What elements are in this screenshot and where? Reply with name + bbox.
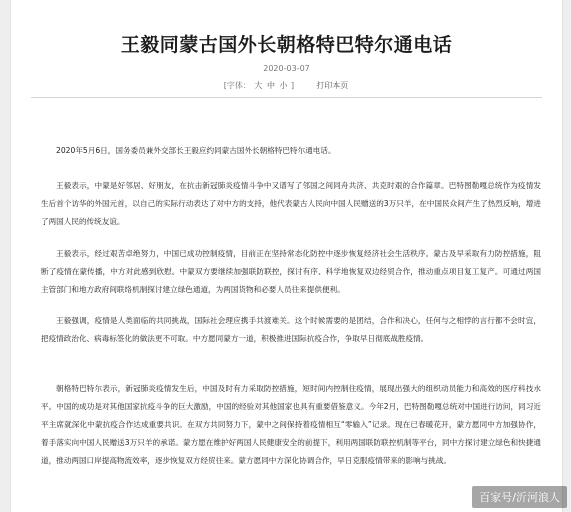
- font-small-link[interactable]: 小: [279, 81, 288, 90]
- article-paragraph: 2020年5月6日，国务委员兼外交部长王毅应约同蒙古国外长朝格特巴特尔通电话。: [56, 146, 336, 155]
- publish-date: 2020-03-07: [263, 64, 310, 73]
- font-medium-link[interactable]: 中: [266, 81, 275, 90]
- header-divider: [31, 97, 542, 98]
- article-toolbar: [11, 80, 562, 91]
- article-page: [10, 0, 563, 512]
- source-watermark: 百家号/沂河浪人: [472, 486, 567, 508]
- font-large-link[interactable]: 大: [254, 81, 263, 90]
- article-paragraph: 王毅表示，经过艰苦卓绝努力，中国已成功控制疫情，目前正在坚持常态化防控中逐步恢复经济社会生活秩序。蒙古及早采取有力防控措施，阻断了疫情在蒙传播，中方对此感到欣慰。中蒙双方要继续加强联防联控，探讨有序、科学地恢复双边经贸合作，推动重点项目复工复产。可通过两国主管部门和地方政府间联络机制探讨建立绿色通道，为两国货物和必要人员往来提供便利。: [41, 249, 541, 294]
- article-paragraph: 朝格特巴特尔表示，新冠肺炎疫情发生后，中国及时有力采取防控措施，短时间内控制住疫情，展现出强大的组织动员能力和高效的医疗科技水平。中国的成功是对其他国家抗疫斗争的巨大激励，中国的经验对其他国家也具有重要借鉴意义。今年2月，巴特图勒嘎总统对中国进行访问，同习近平主席就深化中蒙抗疫合作达成重要共识。在双方共同努力下，蒙中之间保持着疫情相互“零输入”记录。现在已春暖花开，蒙方愿同中方加强协作，着手落实向中国人民赠送3万只羊的承诺。蒙方愿在维护好两国人民健康安全的前提下，利用两国联防联控机制等平台，同中方探讨建立绿色和快捷通道，推动两国口岸提高物流效率，逐步恢复双方经贸往来。蒙方愿同中方深化协调合作，早日克服疫情带来的影响与挑战。: [41, 384, 541, 465]
- font-size-close: ]: [291, 81, 295, 90]
- article-title: 王毅同蒙古国外长朝格特巴特尔通电话: [120, 34, 453, 56]
- article-paragraph: 王毅强调，疫情是人类面临的共同挑战，国际社会理应携手共渡难关。这个时候需要的是团结，合作和决心，任何与之相悖的言行都不会时宜，把疫情政治化、病毒标签化的做法更不可取。中方愿同蒙方一道，积极推进国际抗疫合作，争取早日彻底战胜疫情。: [41, 316, 541, 343]
- font-size-label: [字体：: [223, 81, 251, 90]
- print-page-link[interactable]: 打印本页: [316, 81, 349, 90]
- article-paragraph: 王毅表示，中蒙是好邻居、好朋友，在抗击新冠肺炎疫情斗争中又谱写了邻国之间同舟共济、共克时艰的合作篇章。巴特图勒嘎总统作为疫情发生后首个访华的外国元首，以自己的实际行动表达了对中方的支持，他代表蒙古人民向中国人民赠送的3万只羊，在中国民众间产生了热烈反响，增进了两国人民的传统友谊。: [41, 181, 541, 226]
